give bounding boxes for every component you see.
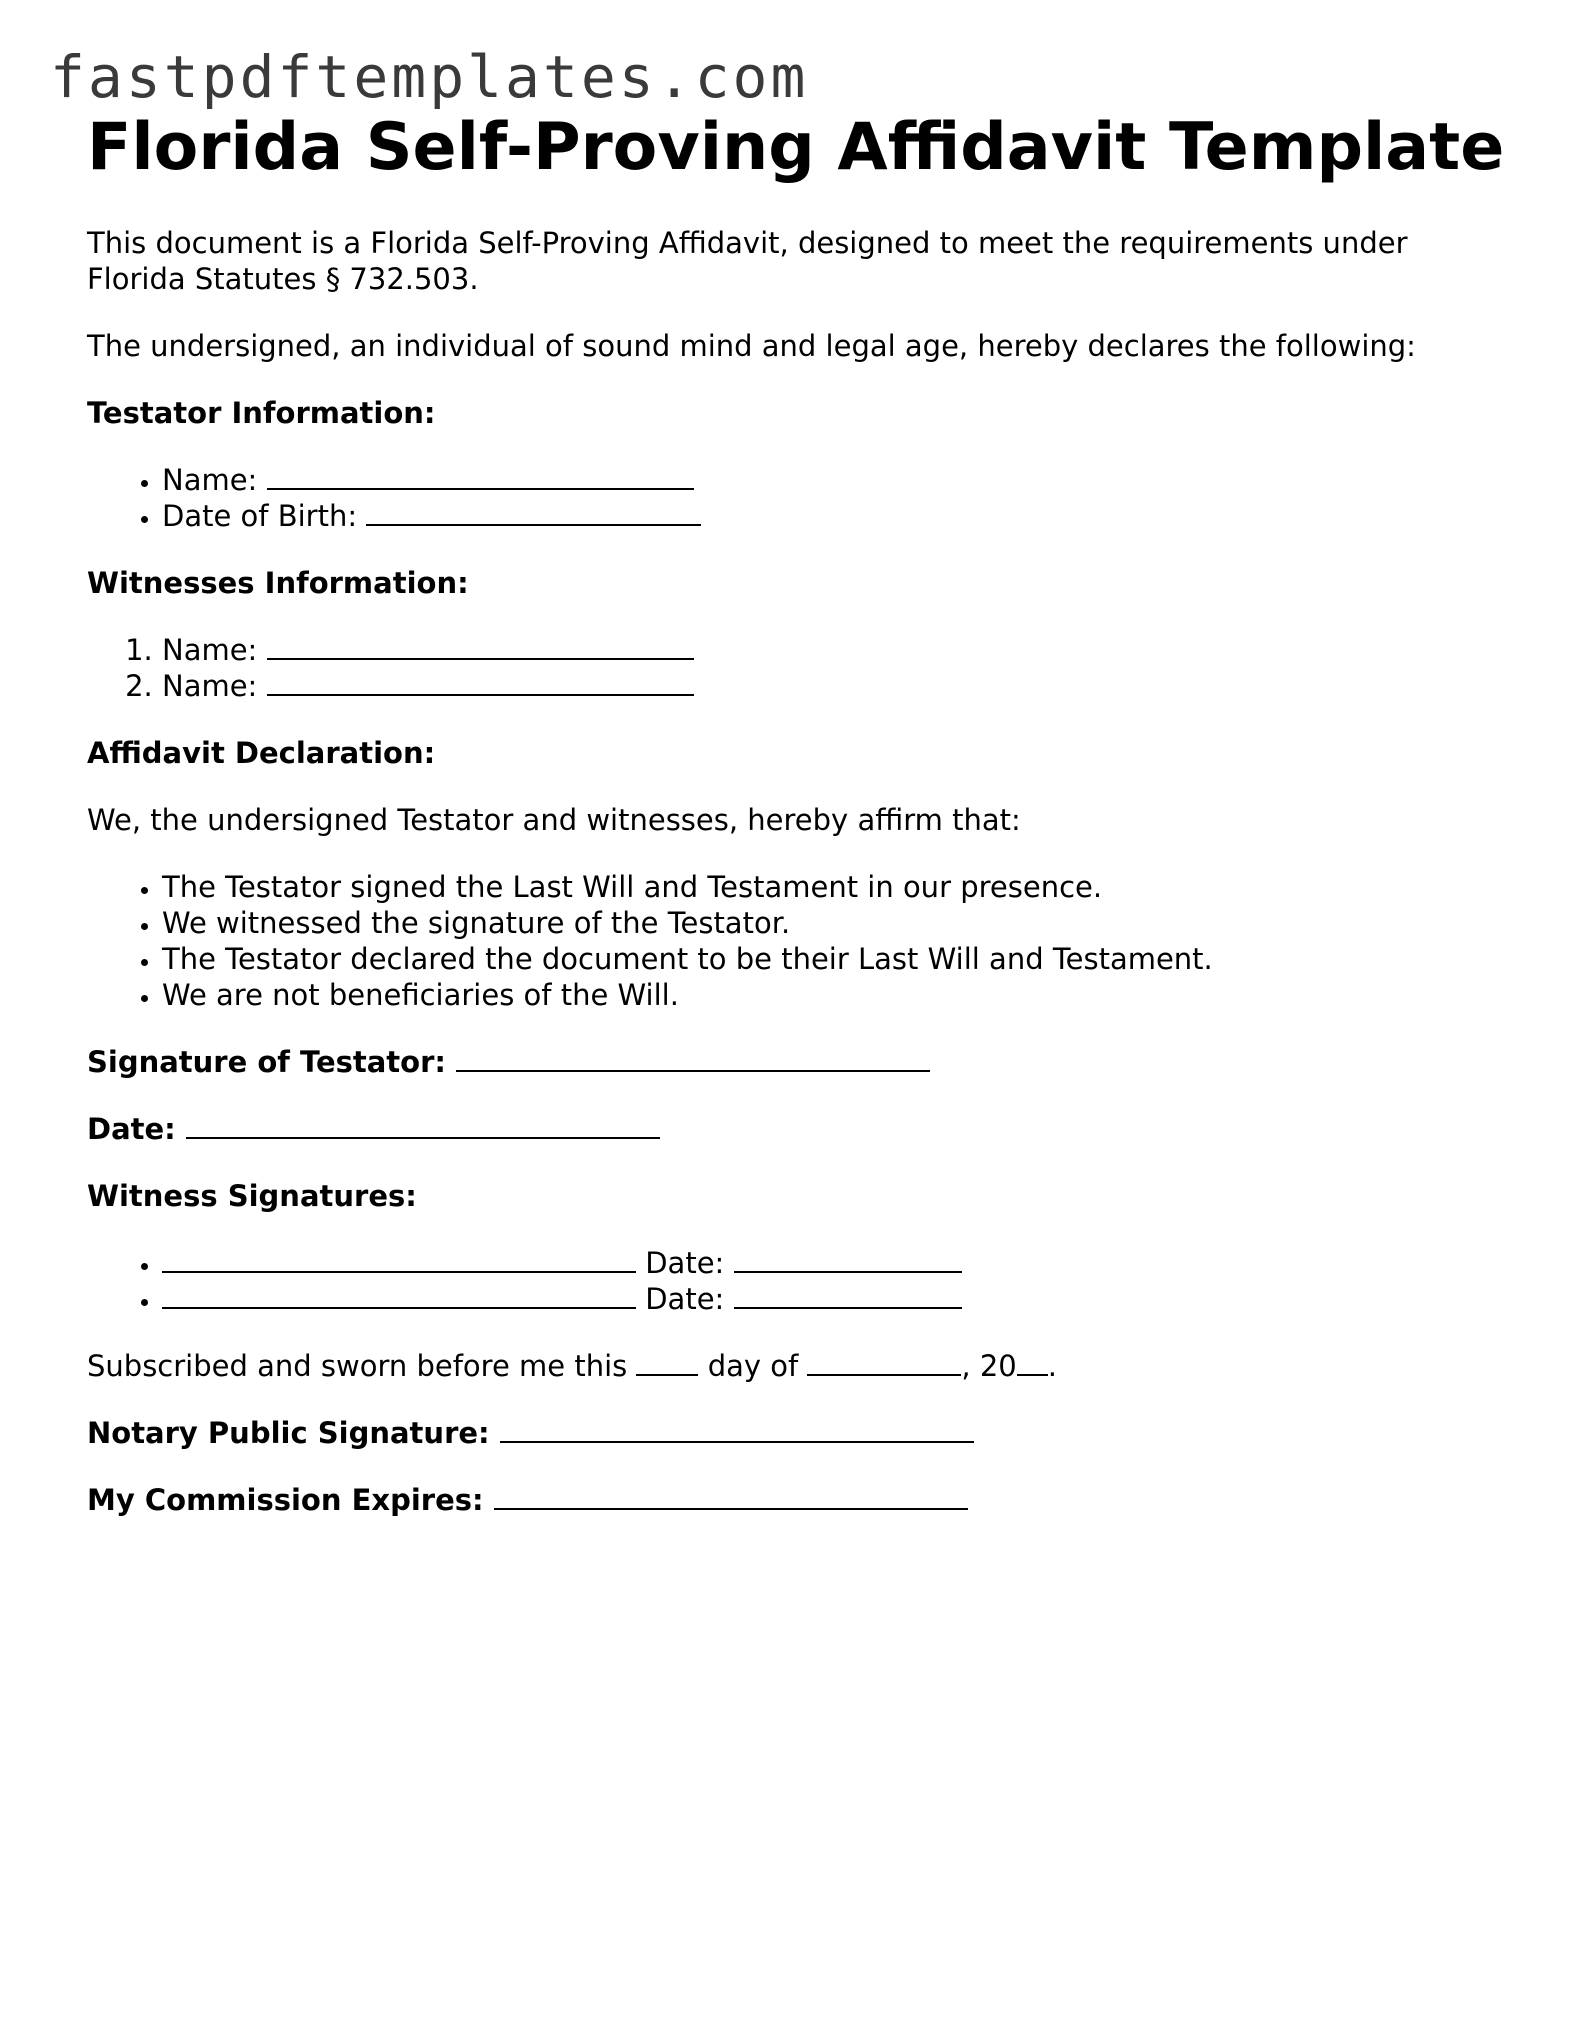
sworn-month-blank[interactable]: [807, 1348, 961, 1376]
sworn-year-blank[interactable]: [1017, 1348, 1048, 1376]
witness-2-date-blank[interactable]: [734, 1281, 962, 1309]
testator-signature-blank[interactable]: [456, 1044, 930, 1072]
witness-signature-lines: [87, 1245, 1507, 1317]
commission-expires-label: My Commission Expires:: [87, 1483, 484, 1517]
commission-expires-blank[interactable]: [494, 1482, 968, 1510]
field-label: Name:: [162, 633, 258, 667]
sworn-text-2: day of: [707, 1349, 799, 1383]
date-blank[interactable]: [186, 1111, 660, 1139]
testator-signature-line: [87, 1044, 1507, 1080]
date-label: Date:: [87, 1112, 176, 1146]
witness-1-name-blank[interactable]: [267, 632, 694, 660]
sworn-day-blank[interactable]: [636, 1348, 698, 1376]
notary-signature-blank[interactable]: [500, 1415, 974, 1443]
commission-expires-line: [87, 1482, 1507, 1518]
declaration-intro: The undersigned, an individual of sound mind and legal age, hereby declares the following:: [87, 329, 1416, 363]
field-label: Name:: [162, 669, 258, 703]
testator-dob-blank[interactable]: [366, 498, 701, 526]
witness-1-name-field: [162, 632, 1507, 668]
witness-2-name-blank[interactable]: [267, 668, 694, 696]
affidavit-statement: • We witnessed the signature of the Testator.: [162, 905, 1507, 941]
witness-date-label: Date:: [645, 1282, 725, 1316]
notary-signature-line: [87, 1415, 1507, 1451]
testator-heading: Testator Information:: [87, 396, 436, 430]
witness-2-signature-blank[interactable]: [162, 1281, 636, 1309]
document-title: Florida Self-Proving Affidavit Template: [87, 110, 1505, 185]
testator-dob-field: [162, 498, 1507, 534]
document-page: [87, 108, 1507, 1518]
field-label: Name:: [162, 463, 258, 497]
affidavit-statement: • We are not beneficiaries of the Will.: [162, 977, 1507, 1013]
testator-name-field: [162, 462, 1507, 498]
sworn-text-4: .: [1047, 1349, 1057, 1383]
affidavit-statement: • The Testator declared the document to be their Last Will and Testament.: [162, 941, 1507, 977]
witness-2-name-field: [162, 668, 1507, 704]
sworn-text-1: Subscribed and sworn before me this: [87, 1349, 628, 1383]
sworn-statement: [87, 1348, 1507, 1384]
watermark: fastpdftemplates.com: [50, 43, 809, 111]
sworn-text-3: , 20: [961, 1349, 1017, 1383]
intro-paragraph: This document is a Florida Self-Proving Affidavit, designed to meet the requirements under Florida Statutes § 732.503.: [87, 226, 1408, 296]
testator-fields: [87, 462, 1507, 534]
witness-fields: [87, 632, 1507, 704]
affidavit-statement: • The Testator signed the Last Will and Testament in our presence.: [162, 869, 1507, 905]
testator-name-blank[interactable]: [267, 462, 694, 490]
witnesses-heading: Witnesses Information:: [87, 566, 469, 600]
date-line: [87, 1111, 1507, 1147]
witness-signatures-heading: Witness Signatures:: [87, 1179, 417, 1213]
witness-date-label: Date:: [645, 1246, 725, 1280]
field-label: Date of Birth:: [162, 499, 358, 533]
witness-signature-row: [162, 1281, 1507, 1317]
notary-signature-label: Notary Public Signature:: [87, 1416, 490, 1450]
witness-1-signature-blank[interactable]: [162, 1245, 636, 1273]
testator-signature-label: Signature of Testator:: [87, 1045, 446, 1079]
affidavit-intro: We, the undersigned Testator and witnesses, hereby affirm that:: [87, 803, 1021, 837]
witness-signature-row: [162, 1245, 1507, 1281]
affidavit-heading: Affidavit Declaration:: [87, 736, 436, 770]
affidavit-statements: [87, 869, 1507, 1013]
witness-1-date-blank[interactable]: [734, 1245, 962, 1273]
